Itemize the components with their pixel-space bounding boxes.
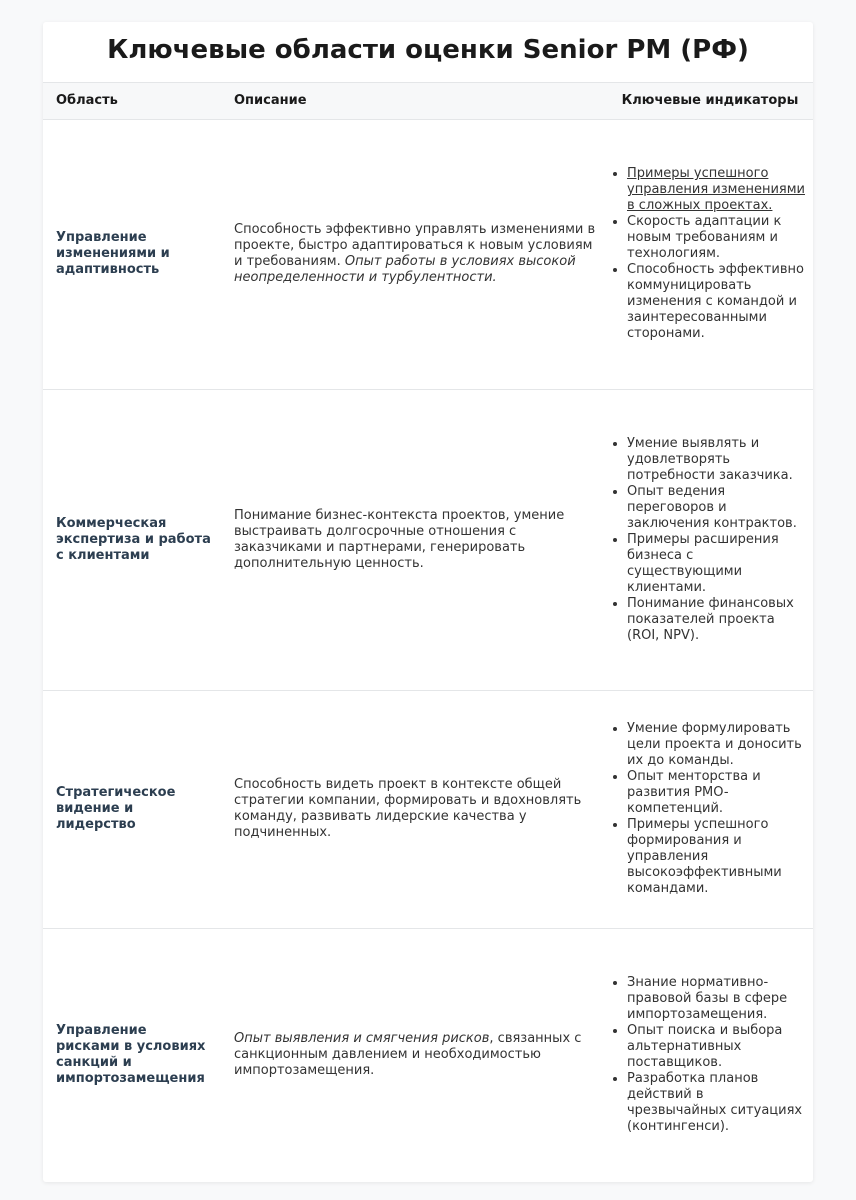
indicators-cell: [607, 928, 813, 1182]
evaluation-table: [43, 83, 813, 1182]
table-header-row: [43, 83, 813, 119]
indicator-item: • Опыт ведения переговоров и заключения контрактов.: [627, 484, 805, 532]
table-row: [43, 928, 813, 1182]
indicator-item: • Знание нормативно-правовой базы в сфере импортозамещения.: [627, 975, 805, 1023]
indicator-item: • Опыт менторства и развития PMO-компетенций.: [627, 769, 805, 817]
area-cell: Управление изменениями и адаптивность: [43, 119, 221, 389]
header-indicators: Ключевые индикаторы: [607, 83, 813, 119]
indicator-list: [607, 975, 805, 1135]
description-text: , связанных с санкционным давлением и необходимостью импортозамещения.: [234, 1031, 582, 1079]
table-row: [43, 690, 813, 928]
description-italic-text: Опыт работы в условиях высокой неопределенности и турбулентности.: [234, 254, 576, 285]
header-description: Описание: [221, 83, 607, 119]
table-row: [43, 119, 813, 389]
evaluation-card: [43, 22, 813, 1182]
area-cell: Управление рисками в условиях санкций и импортозамещения: [56, 1023, 206, 1087]
page-title: Ключевые области оценки Senior PM (РФ): [43, 22, 813, 83]
table-row: [43, 389, 813, 690]
indicators-cell: [607, 119, 813, 389]
indicator-item: • Умение формулировать цели проекта и доносить их до команды.: [627, 721, 805, 769]
indicator-item: • Скорость адаптации к новым требованиям и технологиям.: [627, 214, 805, 262]
area-cell: Стратегическое видение и лидерство: [43, 690, 221, 928]
indicator-list: [607, 166, 805, 342]
indicator-item: • Умение выявлять и удовлетворять потребности заказчика.: [627, 436, 805, 484]
indicator-list: [607, 721, 805, 897]
indicator-item: • Разработка планов действий в чрезвычайных ситуациях (контингенси).: [627, 1071, 805, 1135]
indicator-item: • Опыт поиска и выбора альтернативных поставщиков.: [627, 1023, 805, 1071]
indicators-cell: [607, 389, 813, 690]
description-italic-text: Опыт выявления и смягчения рисков: [234, 1031, 490, 1047]
description-cell: [221, 119, 607, 389]
area-cell: Коммерческая экспертиза и работа с клиентами: [43, 389, 221, 690]
header-area: Область: [43, 83, 221, 119]
indicator-item: • Понимание финансовых показателей проекта (ROI, NPV).: [627, 596, 805, 644]
description-cell: Способность видеть проект в контексте общей стратегии компании, формировать и вдохновлять команду, развивать лидерские качества у подчиненных.: [221, 690, 607, 928]
indicator-list: [607, 436, 805, 644]
indicators-cell: [607, 690, 813, 928]
indicator-item: • Примеры успешного управления изменениями в сложных проектах.: [627, 166, 805, 214]
description-cell: Понимание бизнес-контекста проектов, умение выстраивать долгосрочные отношения с заказчиками и партнерами, генерировать дополнительную ценность.: [221, 389, 607, 690]
description-text: Способность эффективно управлять изменениями в проекте, быстро адаптироваться к новым условиям и требованиям.: [234, 222, 596, 269]
indicator-item: • Способность эффективно коммуницировать изменения с командой и заинтересованными сторонами.: [627, 262, 805, 342]
description-cell: [221, 928, 607, 1182]
indicator-item: • Примеры успешного формирования и управления высокоэффективными командами.: [627, 817, 805, 897]
indicator-item: • Примеры расширения бизнеса с существующими клиентами.: [627, 532, 805, 596]
